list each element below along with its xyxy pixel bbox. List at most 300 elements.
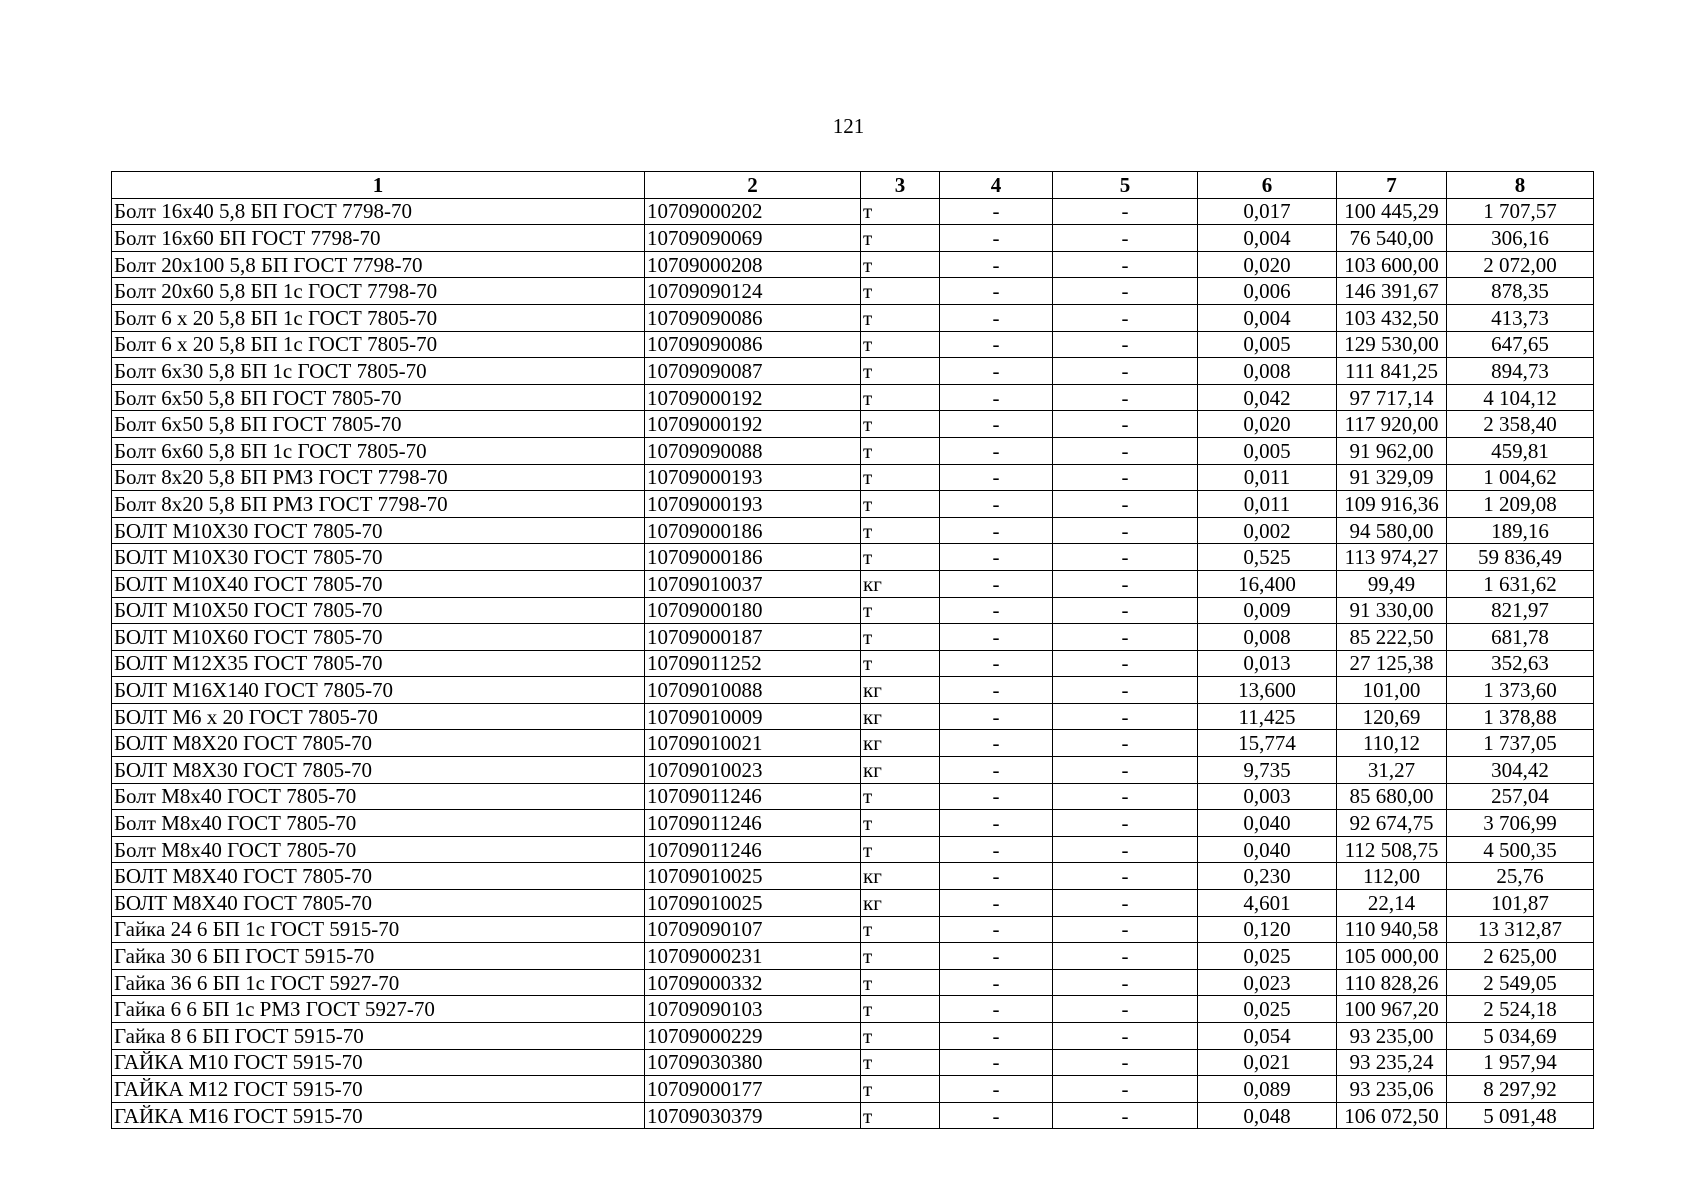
unit-cell: т (861, 358, 940, 385)
total-cell: 8 297,92 (1447, 1076, 1594, 1103)
unit-cell: т (861, 916, 940, 943)
quantity-cell: 0,004 (1198, 304, 1337, 331)
price-cell: 22,14 (1337, 890, 1447, 917)
col4-cell: - (940, 996, 1053, 1023)
quantity-cell: 15,774 (1198, 730, 1337, 757)
quantity-cell: 0,025 (1198, 943, 1337, 970)
quantity-cell: 0,023 (1198, 969, 1337, 996)
item-name-cell: БОЛТ М8Х40 ГОСТ 7805-70 (112, 863, 645, 890)
materials-table (111, 171, 1594, 1129)
quantity-cell: 11,425 (1198, 703, 1337, 730)
col4-cell: - (940, 198, 1053, 225)
total-cell: 1 631,62 (1447, 570, 1594, 597)
item-name-cell: БОЛТ М10Х50 ГОСТ 7805-70 (112, 597, 645, 624)
total-cell: 459,81 (1447, 437, 1594, 464)
total-cell: 4 500,35 (1447, 836, 1594, 863)
col4-cell: - (940, 783, 1053, 810)
item-code-cell: 10709010023 (645, 757, 861, 784)
col5-cell: - (1053, 677, 1198, 704)
item-name-cell: Болт 8х20 5,8 БП РМЗ ГОСТ 7798-70 (112, 491, 645, 518)
unit-cell: кг (861, 570, 940, 597)
item-code-cell: 10709011246 (645, 810, 861, 837)
col4-cell: - (940, 650, 1053, 677)
price-cell: 103 600,00 (1337, 251, 1447, 278)
total-cell: 59 836,49 (1447, 544, 1594, 571)
col5-cell: - (1053, 624, 1198, 651)
col4-cell: - (940, 384, 1053, 411)
unit-cell: т (861, 225, 940, 252)
price-cell: 99,49 (1337, 570, 1447, 597)
table-row (112, 597, 1594, 624)
col5-cell: - (1053, 703, 1198, 730)
quantity-cell: 0,004 (1198, 225, 1337, 252)
unit-cell: т (861, 251, 940, 278)
table-row (112, 384, 1594, 411)
table-row (112, 1102, 1594, 1129)
col5-cell: - (1053, 358, 1198, 385)
price-cell: 113 974,27 (1337, 544, 1447, 571)
col4-cell: - (940, 863, 1053, 890)
col5-cell: - (1053, 1023, 1198, 1050)
item-code-cell: 10709010088 (645, 677, 861, 704)
item-name-cell: Болт 6 х 20 5,8 БП 1с ГОСТ 7805-70 (112, 331, 645, 358)
unit-cell: кг (861, 863, 940, 890)
col5-cell: - (1053, 996, 1198, 1023)
item-code-cell: 10709000177 (645, 1076, 861, 1103)
unit-cell: кг (861, 890, 940, 917)
quantity-cell: 0,006 (1198, 278, 1337, 305)
total-cell: 1 004,62 (1447, 464, 1594, 491)
table-row (112, 1023, 1594, 1050)
quantity-cell: 0,009 (1198, 597, 1337, 624)
unit-cell: т (861, 384, 940, 411)
total-cell: 3 706,99 (1447, 810, 1594, 837)
header-col-6: 6 (1198, 172, 1337, 199)
col4-cell: - (940, 278, 1053, 305)
col5-cell: - (1053, 943, 1198, 970)
quantity-cell: 0,011 (1198, 464, 1337, 491)
item-code-cell: 10709000229 (645, 1023, 861, 1050)
item-code-cell: 10709010025 (645, 863, 861, 890)
unit-cell: кг (861, 757, 940, 784)
col4-cell: - (940, 358, 1053, 385)
total-cell: 1 209,08 (1447, 491, 1594, 518)
item-name-cell: ГАЙКА М12 ГОСТ 5915-70 (112, 1076, 645, 1103)
header-col-4: 4 (940, 172, 1053, 199)
price-cell: 85 680,00 (1337, 783, 1447, 810)
price-cell: 110,12 (1337, 730, 1447, 757)
price-cell: 106 072,50 (1337, 1102, 1447, 1129)
item-code-cell: 10709010021 (645, 730, 861, 757)
table-row (112, 225, 1594, 252)
unit-cell: т (861, 597, 940, 624)
quantity-cell: 0,011 (1198, 491, 1337, 518)
item-code-cell: 10709000186 (645, 517, 861, 544)
item-name-cell: Болт 6х50 5,8 БП ГОСТ 7805-70 (112, 411, 645, 438)
table-row (112, 198, 1594, 225)
table-row (112, 757, 1594, 784)
table-row (112, 1049, 1594, 1076)
price-cell: 111 841,25 (1337, 358, 1447, 385)
unit-cell: т (861, 943, 940, 970)
unit-cell: т (861, 1049, 940, 1076)
total-cell: 2 625,00 (1447, 943, 1594, 970)
price-cell: 117 920,00 (1337, 411, 1447, 438)
col4-cell: - (940, 225, 1053, 252)
unit-cell: кг (861, 730, 940, 757)
header-col-2: 2 (645, 172, 861, 199)
item-code-cell: 10709090069 (645, 225, 861, 252)
item-name-cell: БОЛТ М6 х 20 ГОСТ 7805-70 (112, 703, 645, 730)
table-row (112, 703, 1594, 730)
table-row (112, 544, 1594, 571)
unit-cell: т (861, 810, 940, 837)
col5-cell: - (1053, 969, 1198, 996)
unit-cell: т (861, 969, 940, 996)
unit-cell: т (861, 1102, 940, 1129)
col5-cell: - (1053, 411, 1198, 438)
col5-cell: - (1053, 251, 1198, 278)
item-code-cell: 10709000202 (645, 198, 861, 225)
item-name-cell: Гайка 6 6 БП 1с РМЗ ГОСТ 5927-70 (112, 996, 645, 1023)
item-code-cell: 10709010025 (645, 890, 861, 917)
item-name-cell: Гайка 24 6 БП 1с ГОСТ 5915-70 (112, 916, 645, 943)
total-cell: 1 737,05 (1447, 730, 1594, 757)
col5-cell: - (1053, 1076, 1198, 1103)
item-name-cell: Болт 6х50 5,8 БП ГОСТ 7805-70 (112, 384, 645, 411)
item-name-cell: ГАЙКА М10 ГОСТ 5915-70 (112, 1049, 645, 1076)
table-row (112, 783, 1594, 810)
total-cell: 257,04 (1447, 783, 1594, 810)
quantity-cell: 16,400 (1198, 570, 1337, 597)
col5-cell: - (1053, 650, 1198, 677)
table-row (112, 278, 1594, 305)
col4-cell: - (940, 304, 1053, 331)
item-name-cell: Болт М8х40 ГОСТ 7805-70 (112, 783, 645, 810)
item-code-cell: 10709011246 (645, 783, 861, 810)
price-cell: 93 235,00 (1337, 1023, 1447, 1050)
price-cell: 91 329,09 (1337, 464, 1447, 491)
table-row (112, 650, 1594, 677)
price-cell: 91 962,00 (1337, 437, 1447, 464)
table-row (112, 570, 1594, 597)
item-code-cell: 10709000193 (645, 491, 861, 518)
price-cell: 27 125,38 (1337, 650, 1447, 677)
item-name-cell: БОЛТ М8Х40 ГОСТ 7805-70 (112, 890, 645, 917)
total-cell: 2 358,40 (1447, 411, 1594, 438)
col5-cell: - (1053, 384, 1198, 411)
quantity-cell: 0,048 (1198, 1102, 1337, 1129)
price-cell: 120,69 (1337, 703, 1447, 730)
header-col-5: 5 (1053, 172, 1198, 199)
col5-cell: - (1053, 331, 1198, 358)
item-code-cell: 10709090087 (645, 358, 861, 385)
col4-cell: - (940, 1076, 1053, 1103)
item-name-cell: Болт 6х60 5,8 БП 1с ГОСТ 7805-70 (112, 437, 645, 464)
item-code-cell: 10709010037 (645, 570, 861, 597)
col4-cell: - (940, 411, 1053, 438)
total-cell: 2 072,00 (1447, 251, 1594, 278)
table-row (112, 969, 1594, 996)
header-col-3: 3 (861, 172, 940, 199)
quantity-cell: 0,008 (1198, 358, 1337, 385)
col5-cell: - (1053, 1102, 1198, 1129)
item-name-cell: Гайка 36 6 БП 1с ГОСТ 5927-70 (112, 969, 645, 996)
col4-cell: - (940, 624, 1053, 651)
table-row (112, 916, 1594, 943)
quantity-cell: 0,005 (1198, 331, 1337, 358)
col5-cell: - (1053, 810, 1198, 837)
col4-cell: - (940, 836, 1053, 863)
price-cell: 109 916,36 (1337, 491, 1447, 518)
total-cell: 1 957,94 (1447, 1049, 1594, 1076)
total-cell: 1 373,60 (1447, 677, 1594, 704)
col4-cell: - (940, 969, 1053, 996)
quantity-cell: 0,003 (1198, 783, 1337, 810)
table-row (112, 251, 1594, 278)
price-cell: 97 717,14 (1337, 384, 1447, 411)
col5-cell: - (1053, 464, 1198, 491)
quantity-cell: 0,525 (1198, 544, 1337, 571)
item-name-cell: БОЛТ М16Х140 ГОСТ 7805-70 (112, 677, 645, 704)
col4-cell: - (940, 677, 1053, 704)
price-cell: 112,00 (1337, 863, 1447, 890)
table-row (112, 411, 1594, 438)
table-row (112, 358, 1594, 385)
col5-cell: - (1053, 437, 1198, 464)
item-name-cell: Болт 6х30 5,8 БП 1с ГОСТ 7805-70 (112, 358, 645, 385)
price-cell: 100 445,29 (1337, 198, 1447, 225)
item-name-cell: БОЛТ М12Х35 ГОСТ 7805-70 (112, 650, 645, 677)
item-code-cell: 10709000187 (645, 624, 861, 651)
item-code-cell: 10709000186 (645, 544, 861, 571)
unit-cell: т (861, 783, 940, 810)
unit-cell: т (861, 1076, 940, 1103)
price-cell: 31,27 (1337, 757, 1447, 784)
col5-cell: - (1053, 517, 1198, 544)
col4-cell: - (940, 1102, 1053, 1129)
item-code-cell: 10709090086 (645, 304, 861, 331)
item-code-cell: 10709011252 (645, 650, 861, 677)
col4-cell: - (940, 890, 1053, 917)
col4-cell: - (940, 251, 1053, 278)
item-code-cell: 10709000231 (645, 943, 861, 970)
price-cell: 85 222,50 (1337, 624, 1447, 651)
col5-cell: - (1053, 570, 1198, 597)
table-body (112, 198, 1594, 1129)
table-row (112, 304, 1594, 331)
table-row (112, 890, 1594, 917)
col4-cell: - (940, 730, 1053, 757)
table-row (112, 1076, 1594, 1103)
table-row (112, 517, 1594, 544)
item-code-cell: 10709011246 (645, 836, 861, 863)
total-cell: 101,87 (1447, 890, 1594, 917)
unit-cell: т (861, 437, 940, 464)
col5-cell: - (1053, 544, 1198, 571)
total-cell: 413,73 (1447, 304, 1594, 331)
unit-cell: т (861, 1023, 940, 1050)
item-name-cell: Болт 6 х 20 5,8 БП 1с ГОСТ 7805-70 (112, 304, 645, 331)
item-name-cell: БОЛТ М8Х30 ГОСТ 7805-70 (112, 757, 645, 784)
price-cell: 91 330,00 (1337, 597, 1447, 624)
col4-cell: - (940, 1023, 1053, 1050)
item-name-cell: БОЛТ М10Х60 ГОСТ 7805-70 (112, 624, 645, 651)
table-row (112, 996, 1594, 1023)
total-cell: 878,35 (1447, 278, 1594, 305)
total-cell: 306,16 (1447, 225, 1594, 252)
unit-cell: т (861, 650, 940, 677)
col4-cell: - (940, 331, 1053, 358)
item-name-cell: БОЛТ М10Х30 ГОСТ 7805-70 (112, 544, 645, 571)
item-code-cell: 10709030379 (645, 1102, 861, 1129)
quantity-cell: 0,008 (1198, 624, 1337, 651)
price-cell: 100 967,20 (1337, 996, 1447, 1023)
quantity-cell: 0,025 (1198, 996, 1337, 1023)
col4-cell: - (940, 437, 1053, 464)
table-row (112, 836, 1594, 863)
price-cell: 110 828,26 (1337, 969, 1447, 996)
unit-cell: т (861, 517, 940, 544)
col5-cell: - (1053, 225, 1198, 252)
total-cell: 821,97 (1447, 597, 1594, 624)
item-code-cell: 10709090103 (645, 996, 861, 1023)
item-name-cell: Болт М8х40 ГОСТ 7805-70 (112, 836, 645, 863)
quantity-cell: 4,601 (1198, 890, 1337, 917)
unit-cell: кг (861, 677, 940, 704)
item-name-cell: Болт 16х60 БП ГОСТ 7798-70 (112, 225, 645, 252)
price-cell: 146 391,67 (1337, 278, 1447, 305)
col5-cell: - (1053, 783, 1198, 810)
item-name-cell: ГАЙКА М16 ГОСТ 5915-70 (112, 1102, 645, 1129)
unit-cell: т (861, 331, 940, 358)
header-col-1: 1 (112, 172, 645, 199)
quantity-cell: 0,005 (1198, 437, 1337, 464)
total-cell: 681,78 (1447, 624, 1594, 651)
col4-cell: - (940, 464, 1053, 491)
item-name-cell: БОЛТ М8Х20 ГОСТ 7805-70 (112, 730, 645, 757)
total-cell: 894,73 (1447, 358, 1594, 385)
unit-cell: т (861, 198, 940, 225)
table-row (112, 491, 1594, 518)
price-cell: 76 540,00 (1337, 225, 1447, 252)
col4-cell: - (940, 544, 1053, 571)
col5-cell: - (1053, 757, 1198, 784)
item-code-cell: 10709000192 (645, 384, 861, 411)
item-name-cell: Болт 8х20 5,8 БП РМЗ ГОСТ 7798-70 (112, 464, 645, 491)
quantity-cell: 0,002 (1198, 517, 1337, 544)
col4-cell: - (940, 943, 1053, 970)
unit-cell: т (861, 544, 940, 571)
page-number: 121 (832, 114, 865, 138)
table-row (112, 677, 1594, 704)
quantity-cell: 0,021 (1198, 1049, 1337, 1076)
col4-cell: - (940, 1049, 1053, 1076)
unit-cell: т (861, 491, 940, 518)
item-code-cell: 10709090086 (645, 331, 861, 358)
item-name-cell: Болт 16х40 5,8 БП ГОСТ 7798-70 (112, 198, 645, 225)
col5-cell: - (1053, 1049, 1198, 1076)
table-row (112, 810, 1594, 837)
col5-cell: - (1053, 836, 1198, 863)
price-cell: 105 000,00 (1337, 943, 1447, 970)
table-row (112, 437, 1594, 464)
price-cell: 94 580,00 (1337, 517, 1447, 544)
col4-cell: - (940, 757, 1053, 784)
col5-cell: - (1053, 491, 1198, 518)
unit-cell: т (861, 836, 940, 863)
item-name-cell: БОЛТ М10Х30 ГОСТ 7805-70 (112, 517, 645, 544)
unit-cell: т (861, 624, 940, 651)
header-col-8: 8 (1447, 172, 1594, 199)
price-cell: 110 940,58 (1337, 916, 1447, 943)
unit-cell: т (861, 411, 940, 438)
table-row (112, 943, 1594, 970)
quantity-cell: 0,017 (1198, 198, 1337, 225)
item-code-cell: 10709030380 (645, 1049, 861, 1076)
quantity-cell: 0,120 (1198, 916, 1337, 943)
item-name-cell: Гайка 30 6 БП ГОСТ 5915-70 (112, 943, 645, 970)
total-cell: 1 378,88 (1447, 703, 1594, 730)
item-code-cell: 10709000180 (645, 597, 861, 624)
col5-cell: - (1053, 278, 1198, 305)
item-name-cell: Болт 20х60 5,8 БП 1с ГОСТ 7798-70 (112, 278, 645, 305)
item-code-cell: 10709000332 (645, 969, 861, 996)
item-code-cell: 10709000192 (645, 411, 861, 438)
item-code-cell: 10709090088 (645, 437, 861, 464)
price-cell: 129 530,00 (1337, 331, 1447, 358)
table-row (112, 863, 1594, 890)
table-row (112, 464, 1594, 491)
quantity-cell: 9,735 (1198, 757, 1337, 784)
unit-cell: т (861, 304, 940, 331)
col4-cell: - (940, 810, 1053, 837)
total-cell: 13 312,87 (1447, 916, 1594, 943)
price-cell: 101,00 (1337, 677, 1447, 704)
price-cell: 92 674,75 (1337, 810, 1447, 837)
total-cell: 4 104,12 (1447, 384, 1594, 411)
col5-cell: - (1053, 916, 1198, 943)
item-name-cell: Болт 20х100 5,8 БП ГОСТ 7798-70 (112, 251, 645, 278)
col4-cell: - (940, 597, 1053, 624)
col4-cell: - (940, 703, 1053, 730)
price-cell: 112 508,75 (1337, 836, 1447, 863)
quantity-cell: 0,040 (1198, 836, 1337, 863)
table-row (112, 730, 1594, 757)
total-cell: 189,16 (1447, 517, 1594, 544)
item-name-cell: Болт М8х40 ГОСТ 7805-70 (112, 810, 645, 837)
col5-cell: - (1053, 198, 1198, 225)
item-code-cell: 10709010009 (645, 703, 861, 730)
quantity-cell: 0,040 (1198, 810, 1337, 837)
col5-cell: - (1053, 304, 1198, 331)
quantity-cell: 0,020 (1198, 251, 1337, 278)
col5-cell: - (1053, 890, 1198, 917)
quantity-cell: 0,013 (1198, 650, 1337, 677)
quantity-cell: 13,600 (1198, 677, 1337, 704)
unit-cell: т (861, 996, 940, 1023)
item-code-cell: 10709090124 (645, 278, 861, 305)
unit-cell: т (861, 278, 940, 305)
price-cell: 103 432,50 (1337, 304, 1447, 331)
header-col-7: 7 (1337, 172, 1447, 199)
total-cell: 2 549,05 (1447, 969, 1594, 996)
total-cell: 1 707,57 (1447, 198, 1594, 225)
price-cell: 93 235,24 (1337, 1049, 1447, 1076)
table-row (112, 331, 1594, 358)
quantity-cell: 0,230 (1198, 863, 1337, 890)
quantity-cell: 0,020 (1198, 411, 1337, 438)
